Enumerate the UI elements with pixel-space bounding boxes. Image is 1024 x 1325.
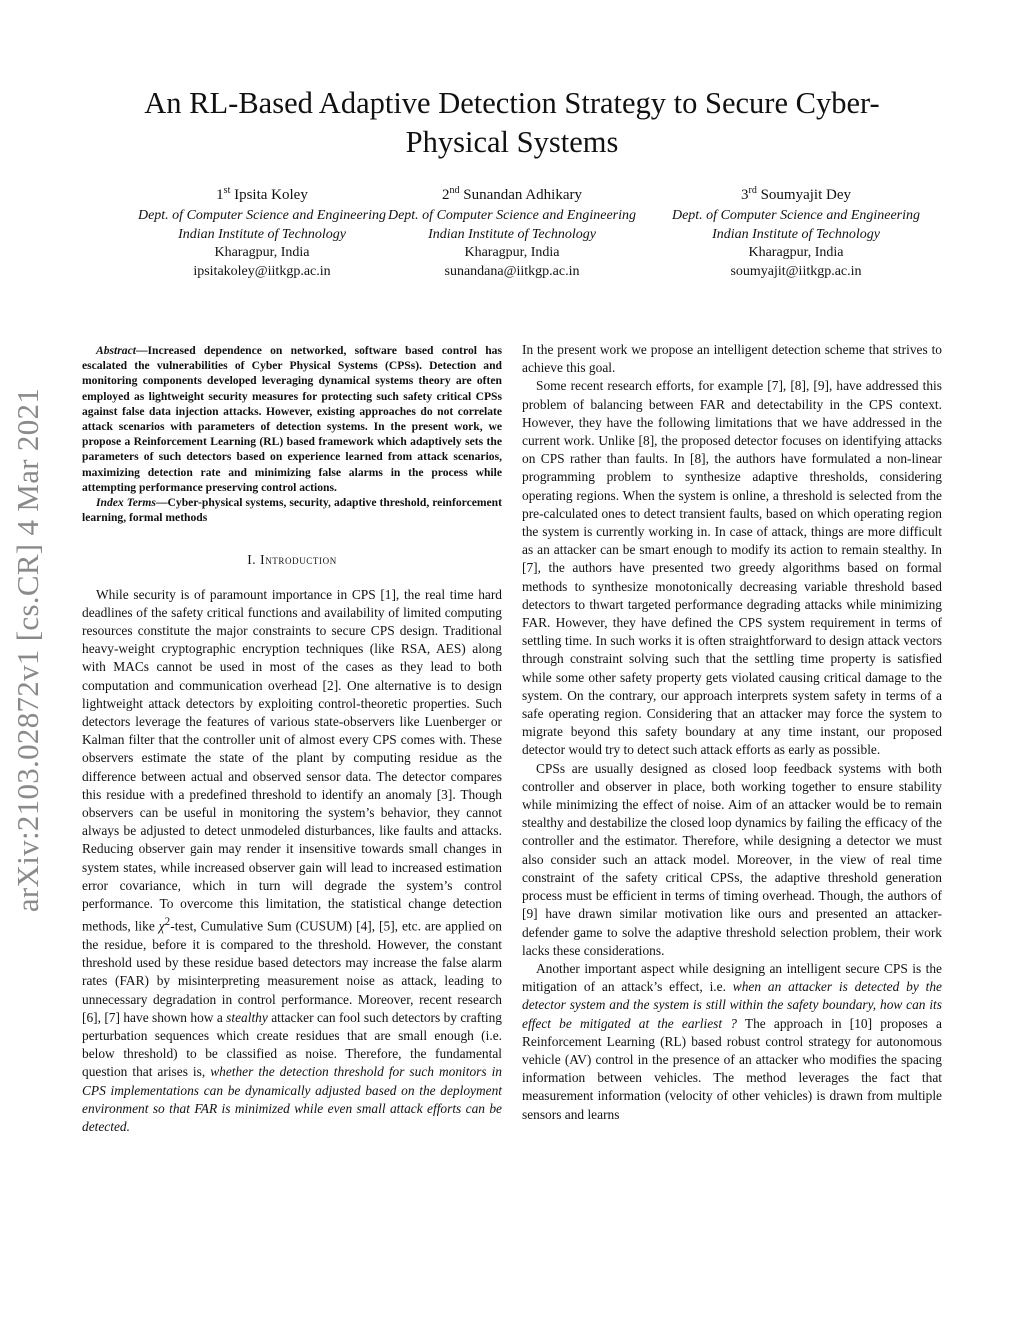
abstract-label: Abstract [96,344,136,357]
italic-question: when an attacker is detected by the detector system and the system is still within the safety boundary, how can its effect be mitigated at the earliest ? [522,979,942,1031]
author-name-line [362,183,662,207]
author-location: Kharagpur, India [748,245,844,261]
arxiv-sidebar [0,340,56,960]
index-terms [82,495,502,525]
paper-title: An RL-Based Adaptive Detection Strategy to Secure Cyber-Physical Systems [144,86,880,159]
author-institution: Indian Institute of Technology [428,226,596,242]
author-name: Soumyajit Dey [760,187,851,203]
abstract-text: —Increased dependence on networked, software based control has escalated the vulnerabilities of Cyber Physical Systems (CPSs). Detection and monitoring components developed leveraging dynamical systems theory are often employed as lightweight security measures for protecting such safety critical CPSs against false data injection attacks. However, existing approaches do not correlate attack scenarios with parameters of detection systems. In the present work, we propose a Reinforcement Learning (RL) based framework which adaptively sets the parameters of such detectors based on experience learned from attack scenarios, maximizing detection rate and minimizing false alarms in the process while attempting performance preserving control actions. [82,344,502,494]
intro-paragraph-4 [522,960,942,1124]
paragraph-text: The approach in [10] proposes a Reinforcement Learning (RL) based robust control strategy for autonomous vehicle (AV) control in the presence of an attacker who modifies the spacing information between vehicles. The method leverages the fact that measurement information (velocity of other vehicles) is drawn from multiple sensors and learns [522,1015,942,1122]
author-email: soumyajit@iitkgp.ac.in [730,263,862,279]
paragraph-text: Another important aspect while designing an intelligent secure CPS is the mitigation of an attack’s effect, i.e. [522,960,942,995]
author-location: Kharagpur, India [464,245,560,261]
author-block-2 [362,183,662,281]
intro-paragraph-1 [82,586,502,1137]
author-dept: Dept. of Computer Science and Engineering [387,208,637,223]
author-block-3 [646,183,946,281]
arxiv-id-label: arXiv:2103.02872v1 [cs.CR] 4 Mar 2021 [10,387,45,913]
index-terms-text: —Cyber-physical systems, security, adaptive threshold, reinforcement learning, formal methods [82,496,502,525]
section-heading-introduction: I. Introduction [247,552,337,568]
italic-term: stealthy [226,1009,268,1025]
author-ordinal: 3 [740,187,749,203]
author-name-line [646,183,946,207]
intro-paragraph-3: CPSs are usually designed as closed loop feedback systems with both controller and observer in place, both working together to ensure stability while minimizing the effect of noise. Aim of an attacker would be to remain stealthy and destabilize the closed loop dynamics by failing the efficacy of the controller and the estimator. Therefore, while designing a detector we must also consider such an attack model. Moreover, in the view of real time constraint of the safety critical CPSs, the adaptive threshold generation process must be efficient in terms of timing overhead. Though, the authors of [9] have drawn similar motivation like ours and presented an attacker-defender game to solve the adaptive threshold selection problem, their work lacks these considerations. [522,760,942,958]
paragraph-text: -test, Cumulative Sum (CUSUM) [4], [5], etc. are applied on the residue, before it is compared to the threshold. However, the constant threshold used by these residue based detectors may increase the false alarm rates (FAR) by misinterpreting measurement noise as attack, leading to unnecessary degradation in control performance. Moreover, recent research [6], [7] have shown how a [82,918,502,1025]
paragraph-text: attacker can fool such detectors by crafting perturbation sequences which create residues that are small enough (i.e. below threshold) to be classified as noise. Therefore, the fundamental question that arises is, [82,1009,502,1080]
author-ordinal-suffix: st [223,185,231,196]
abstract [82,343,502,495]
chi-superscript: 2 [164,916,171,929]
author-ordinal: 1 [216,187,224,203]
right-column [522,341,942,1124]
author-ordinal-suffix: rd [748,185,757,196]
chi-symbol: χ [158,918,165,934]
author-name: Ipsita Koley [234,187,308,203]
author-institution: Indian Institute of Technology [712,226,880,242]
author-ordinal: 2 [442,187,450,203]
index-terms-label: Index Terms [96,496,156,510]
author-dept: Dept. of Computer Science and Engineering [137,208,387,223]
author-name: Sunandan Adhikary [463,187,582,203]
author-institution: Indian Institute of Technology [178,226,346,242]
paragraph-text: While security is of paramount importance in CPS [1], the real time hard deadlines of the safety critical functions and availability of limited computing resources constitute the major constraints to secure CPS design. Traditional heavy-weight cryptographic encryption techniques (like RSA, AES) along with MACs cannot be used in most of the cases as they lead to both computation and communication overhead [2]. One alternative is to design lightweight attack detectors by exploiting control-theoretic properties. Such detectors leverage the features of various state-observers like Luenberger or Kalman filter that the controller unit of almost every CPS comes with. These observers estimate the state of the plant by computing residue as the difference between actual and observed sensor data. The detector compares this residue with a predefined threshold to identify an anomaly [3]. Though observers can be useful in monitoring the system’s behavior, they cannot always be adjusted to detect unmodeled disturbances, like faults and attacks. Reducing observer gain may render it insensitive towards small changes in system states, while increased observer gain will lead to increased estimation error covariance, which in turn will degrade the system’s control performance. To overcome this limitation, the statistical change detection methods, like [82,586,502,934]
author-dept: Dept. of Computer Science and Engineering [671,208,921,223]
intro-paragraph-continued: In the present work we propose an intelligent detection scheme that strives to achieve this goal. [522,342,942,376]
author-email: ipsitakoley@iitkgp.ac.in [193,263,331,279]
author-email: sunandana@iitkgp.ac.in [444,263,580,279]
author-location: Kharagpur, India [214,245,310,261]
left-column [82,343,502,1136]
author-ordinal-suffix: nd [449,185,460,196]
italic-question: whether the detection threshold for such monitors in CPS implementations can be dynamically adjusted based on the deployment environment so that FAR is minimized while even small attack efforts can be detected. [82,1064,502,1134]
intro-paragraph-2: Some recent research efforts, for example [7], [8], [9], have addressed this problem of balancing between FAR and detectability in the CPS context. However, they have the following limitations that we have addressed in the current work. Unlike [8], the proposed detector focuses on identifying attacks on CPS rather than faults. In [8], the authors have formulated a non-linear programming problem to synthesize adaptive thresholds, considering operating regions. When the system is online, a threshold is selected from the pre-calculated ones to detect transient faults, based on which operating region the system is currently working in. In case of attack, things are more difficult as an attacker can be smart enough to modify its action to remain stealthy. In [7], the authors have presented two greedy algorithms based on formal methods to synthesize monotonically decreasing variable threshold based detectors to thwart targeted performance degrading attacks while minimizing FAR. However, they have defined the CPS system requirement in terms of settling time. In such works it is often straightforward to design attack vectors through constraint solving such that the settling time property is satisfied while some other safety property gets violated causing critical damage to the system. On the contrary, our approach interprets system safety in terms of a safe operating region. Considering that an attacker may force the system to migrate beyond this safety boundary at any time instant, our proposed detector would try to detect such attack efforts as early as possible. [522,378,942,758]
